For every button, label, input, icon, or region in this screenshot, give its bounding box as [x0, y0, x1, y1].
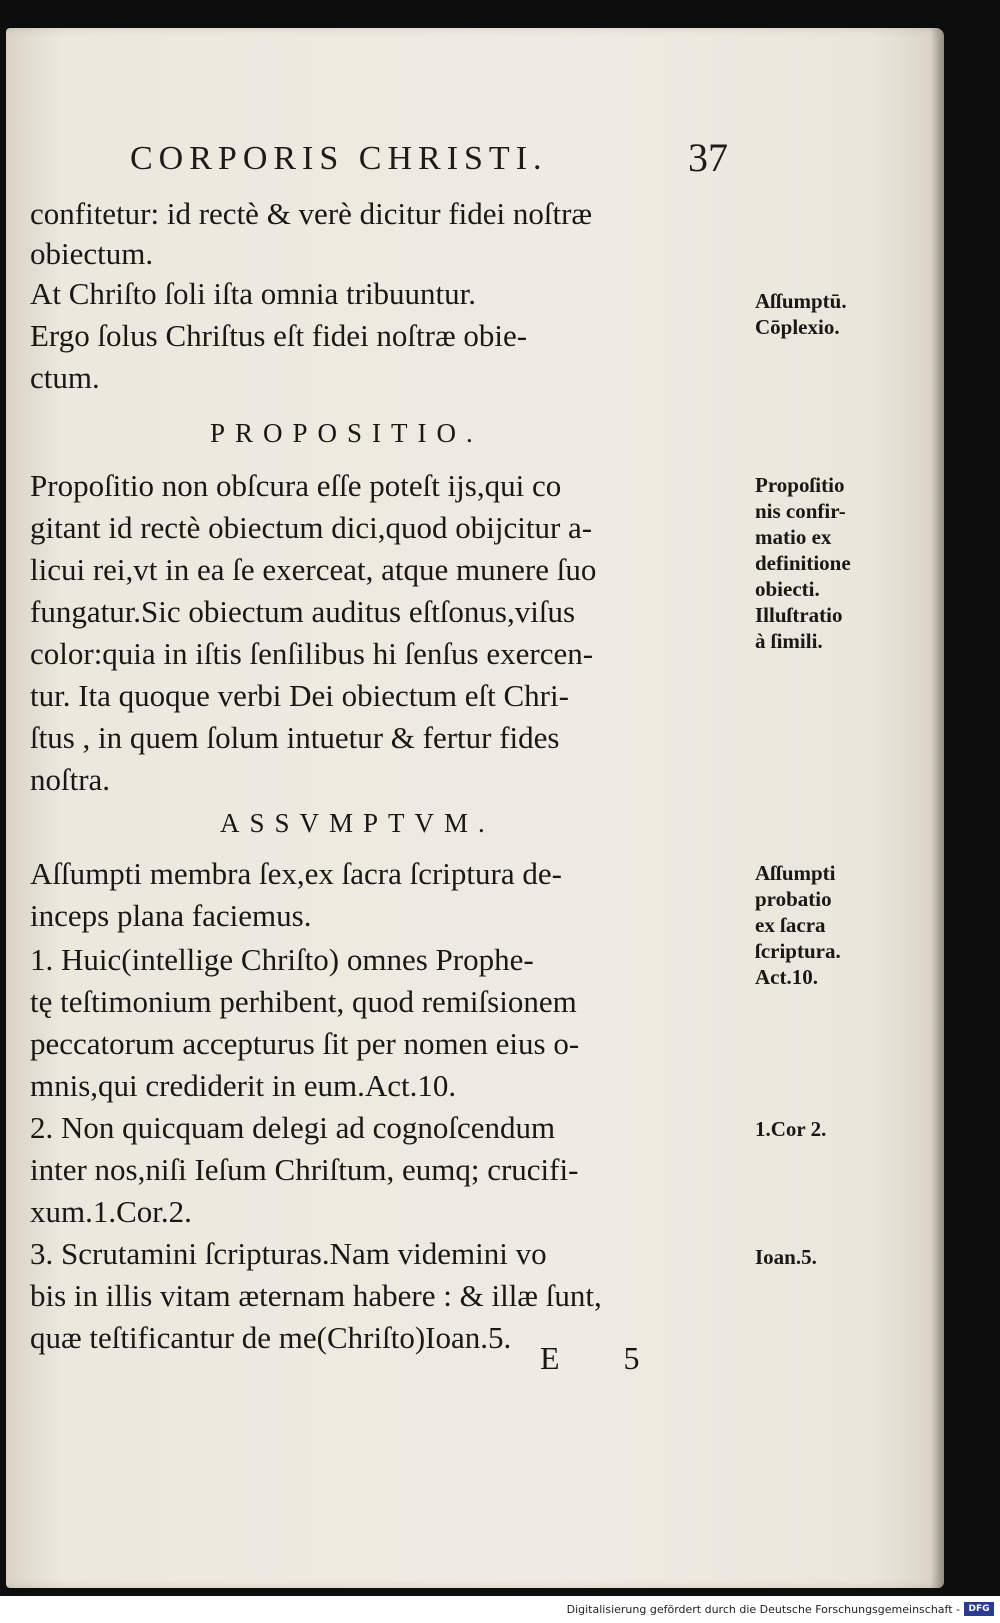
running-head: CORPORIS CHRISTI. — [130, 140, 548, 177]
body-line: tę teſtimonium perhibent, quod remiſsionem — [30, 984, 577, 1019]
body-line: obiectum. — [30, 236, 154, 271]
body-line: inter nos,niſi Ieſum Chriſtum, eumq; crucifi- — [30, 1152, 579, 1187]
body-line: ctum. — [30, 360, 100, 395]
body-line: color:quia in iſtis ſenſilibus hi ſenſus exercen- — [30, 636, 594, 671]
body-line: noſtra. — [30, 762, 111, 797]
page-number: 37 — [688, 135, 728, 180]
page-gutter-shadow — [930, 28, 944, 1588]
margin-note: probatio — [755, 887, 832, 911]
margin-note: Act.10. — [755, 965, 818, 989]
body-line: gitant id rectè obiectum dici,quod obijcitur a- — [30, 510, 593, 545]
margin-note: Cōplexio. — [755, 315, 840, 339]
footer-credit: Digitalisierung gefördert durch die Deutsche Forschungsgemeinschaft - — [566, 1603, 960, 1616]
margin-note: 1.Cor 2. — [755, 1117, 827, 1141]
margin-note: à ſimili. — [755, 629, 823, 653]
body-line: tur. Ita quoque verbi Dei obiectum eſt Chri- — [30, 678, 569, 713]
body-line: At Chriſto ſoli iſta omnia tribuuntur. — [30, 276, 477, 311]
margin-note: ſcriptura. — [755, 939, 841, 963]
margin-note: Propoſitio — [755, 473, 845, 497]
heading-propositio: PROPOSITIO. — [210, 418, 483, 448]
margin-note: matio ex — [755, 525, 832, 549]
margin-note: definitione — [755, 551, 851, 575]
body-line: 3. Scrutamini ſcripturas.Nam videmini vo — [30, 1236, 547, 1271]
margin-note: obiecti. — [755, 577, 820, 601]
body-line: peccatorum accepturus ſit per nomen eius o- — [30, 1026, 580, 1061]
footer-bar — [0, 1596, 1000, 1623]
body-line: fungatur.Sic obiectum auditus eſtſonus,viſus — [30, 594, 576, 629]
margin-note: Aſſumptū. — [755, 289, 847, 313]
margin-note: Aſſumpti — [755, 861, 836, 885]
heading-assumptum: ASSVMPTVM. — [220, 808, 495, 838]
margin-note: ex ſacra — [755, 913, 826, 937]
body-line: confitetur: id rectè & verè dicitur fidei noſtræ — [30, 196, 593, 231]
margin-note: nis confir- — [755, 499, 846, 523]
body-line: Aſſumpti membra ſex,ex ſacra ſcriptura de- — [30, 856, 562, 891]
body-line: 1. Huic(intellige Chriſto) omnes Prophe- — [30, 942, 534, 977]
signature-mark: E 5 — [540, 1340, 668, 1376]
dfg-logo: DFG — [964, 1602, 994, 1616]
margin-note: Illuſtratio — [755, 603, 843, 627]
body-line: quæ teſtificantur de me(Chriſto)Ioan.5. — [30, 1320, 512, 1355]
body-line: inceps plana faciemus. — [30, 898, 312, 933]
body-line: bis in illis vitam æternam habere : & illæ ſunt, — [30, 1278, 602, 1313]
body-line: Propoſitio non obſcura eſſe poteſt ijs,qui co — [30, 468, 562, 503]
body-line: xum.1.Cor.2. — [30, 1194, 192, 1229]
body-line: mnis,qui crediderit in eum.Act.10. — [30, 1068, 457, 1103]
body-line: licui rei,vt in ea ſe exerceat, atque munere ſuo — [30, 552, 597, 587]
body-line: 2. Non quicquam delegi ad cognoſcendum — [30, 1110, 556, 1145]
body-line: Ergo ſolus Chriſtus eſt fidei noſtræ obie- — [30, 318, 528, 353]
body-line: ſtus , in quem ſolum intuetur & fertur fides — [30, 720, 560, 755]
margin-note: Ioan.5. — [755, 1245, 817, 1269]
